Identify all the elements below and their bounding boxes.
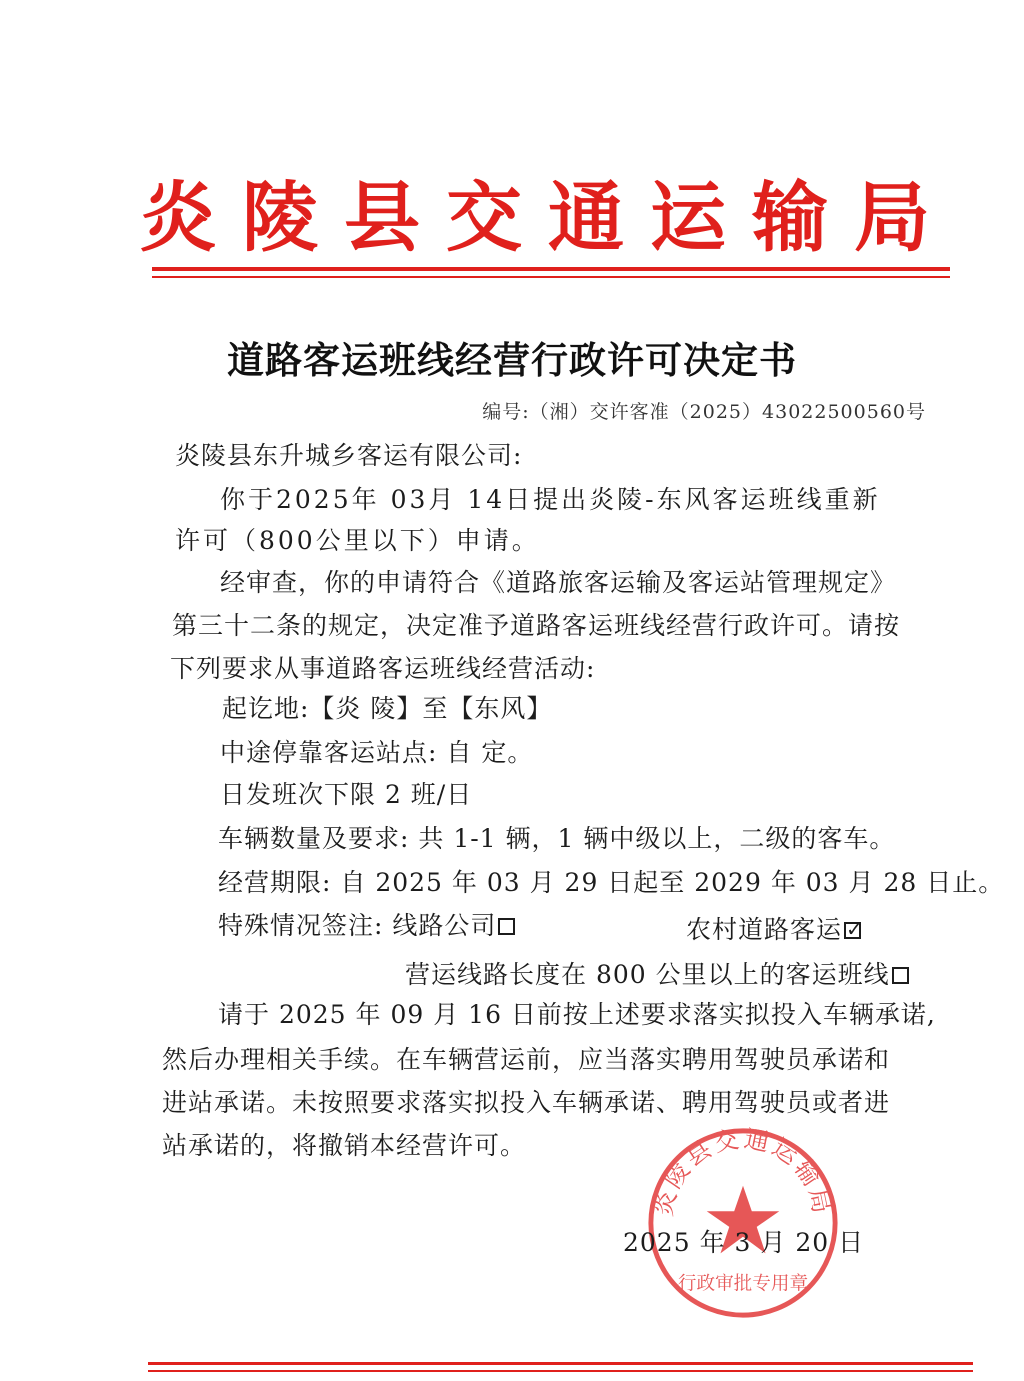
stops-line: 中途停靠客运站点: 自 定。 <box>220 738 534 767</box>
agency-char: 输 <box>752 173 828 262</box>
long-route-checkbox <box>892 967 909 984</box>
paragraph-line: 你于2025年 03月 14日提出炎陵-东风客运班线重新 <box>220 485 881 514</box>
paragraph-line: 下列要求从事道路客运班线经营活动: <box>170 654 596 683</box>
company-checkbox <box>498 918 515 935</box>
long-route-label: 营运线路长度在 800 公里以上的客运班线 <box>405 960 890 989</box>
seal-ring-text: 炎陵县交通运输局 <box>648 1125 838 1219</box>
rural-checkbox <box>844 922 861 939</box>
rural-label: 农村道路客运 <box>686 915 843 944</box>
paragraph-line: 站承诺的，将撤销本经营许可。 <box>162 1131 527 1160</box>
document-number: 编号:（湘）交许客准（2025）43022500560号 <box>482 401 926 423</box>
agency-header <box>140 168 930 268</box>
special-note-rural <box>686 910 861 946</box>
vehicles-line: 车辆数量及要求: 共 1-1 辆，1 辆中级以上，二级的客车。 <box>218 824 896 853</box>
document-title: 道路客运班线经营行政许可决定书 <box>227 338 797 382</box>
special-note-company <box>218 906 515 942</box>
paragraph-line: 进站承诺。未按照要求落实拟投入车辆承诺、聘用驾驶员或者进 <box>162 1088 891 1117</box>
route-line: 起讫地:【炎 陵】至【东风】 <box>222 694 553 723</box>
header-divider <box>152 267 950 271</box>
addressee: 炎陵县东升城乡客运有限公司: <box>175 441 523 470</box>
paragraph-line: 许可（800公里以下）申请。 <box>175 526 540 555</box>
special-note-long-route <box>405 955 909 991</box>
paragraph-line: 然后办理相关手续。在车辆营运前，应当落实聘用驾驶员承诺和 <box>162 1045 891 1074</box>
agency-char: 炎 <box>140 173 216 262</box>
agency-char: 县 <box>344 173 420 262</box>
footer-divider-thin <box>148 1370 973 1372</box>
footer-divider <box>148 1362 973 1365</box>
paragraph-line: 经审查，你的申请符合《道路旅客运输及客运站管理规定》 <box>220 568 897 597</box>
daily-trips-line: 日发班次下限 2 班/日 <box>220 780 473 809</box>
agency-char: 通 <box>548 173 624 262</box>
paragraph-line: 第三十二条的规定，决定准予道路客运班线经营行政许可。请按 <box>172 611 901 640</box>
term-line: 经营期限: 自 2025 年 03 月 29 日起至 2029 年 03 月 28 日止。 <box>218 868 1005 897</box>
issue-date: 2025 年 3 月 20 日 <box>623 1228 865 1257</box>
agency-char: 局 <box>854 173 930 262</box>
special-note-label: 特殊情况签注: 线路公司 <box>218 911 497 940</box>
header-divider-thin <box>152 276 950 278</box>
agency-char: 交 <box>446 173 522 262</box>
agency-char: 陵 <box>242 173 318 262</box>
seal-inner-text: 行政审批专用章 <box>677 1273 809 1295</box>
paragraph-line: 请于 2025 年 09 月 16 日前按上述要求落实拟投入车辆承诺, <box>218 1000 936 1029</box>
agency-char: 运 <box>650 173 726 262</box>
